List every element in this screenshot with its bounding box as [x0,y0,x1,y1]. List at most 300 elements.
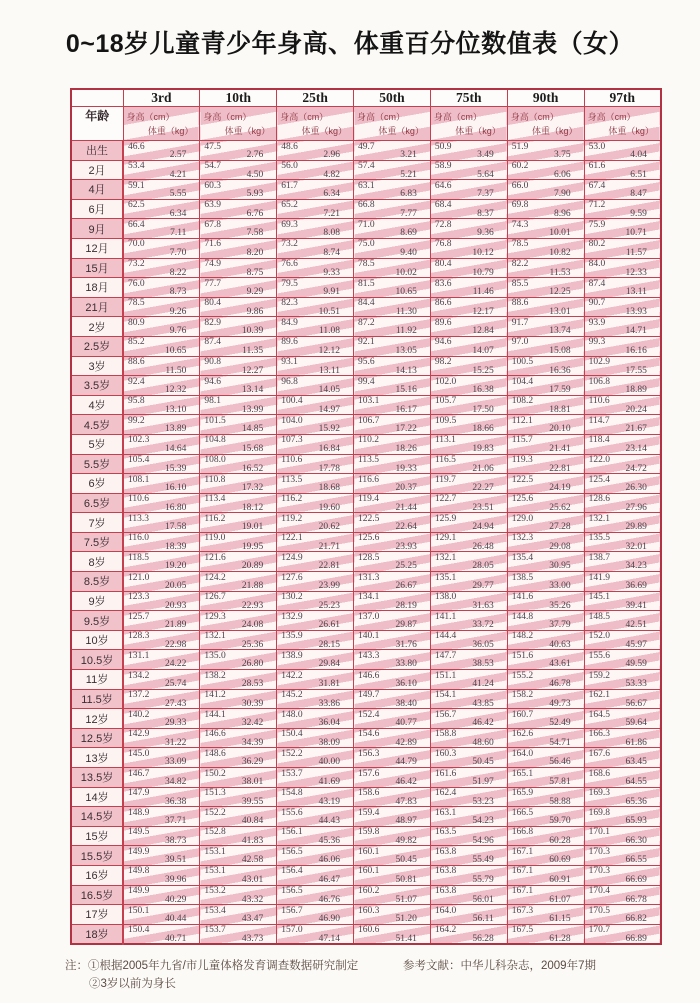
weight-value: 8.22 [169,267,187,278]
weight-value: 29.08 [549,541,571,552]
height-weight-header-cell [123,107,200,141]
age-column-header: 年龄 [71,107,123,141]
data-cell [277,709,354,729]
data-cell [200,826,277,846]
height-value: 160.3 [434,748,457,759]
height-value: 60.2 [511,161,529,172]
weight-value: 36.05 [472,639,494,650]
weight-value: 55.79 [472,874,494,885]
table-body [71,141,661,945]
height-value: 138.7 [588,552,610,563]
data-cell [430,630,507,650]
height-value: 151.1 [434,670,457,681]
height-value: 167.6 [588,748,610,759]
percentile-header: 10th [200,89,277,107]
data-cell [123,807,200,827]
data-cell [584,591,661,611]
weight-value: 65.93 [625,816,647,827]
height-value: 104.4 [511,376,534,387]
weight-value: 33.00 [549,581,571,592]
data-cell [507,317,584,337]
data-cell [277,865,354,885]
weight-value: 20.89 [241,561,264,572]
height-value: 152.2 [281,748,303,759]
height-value: 146.7 [128,768,150,779]
height-value: 107.3 [281,435,303,446]
weight-value: 6.06 [553,169,571,180]
weight-value: 27.28 [549,522,571,533]
height-value: 63.1 [358,180,375,191]
weight-value: 47.83 [395,796,417,807]
height-value: 169.8 [588,807,610,818]
data-cell [584,493,661,513]
weight-value: 41.24 [472,679,494,690]
height-value: 74.3 [511,219,529,230]
age-cell: 2月 [71,160,123,180]
weight-unit-label: 体重（kg） [455,126,501,136]
height-value: 121.0 [128,572,150,583]
height-value: 54.7 [204,161,221,172]
data-cell [584,885,661,905]
weight-value: 56.11 [472,914,494,925]
data-cell [430,513,507,533]
data-cell [277,199,354,219]
height-value: 100.5 [511,357,534,368]
data-cell [584,278,661,298]
data-cell [354,219,431,239]
data-cell [200,924,277,944]
height-value: 132.1 [588,513,610,524]
weight-value: 11.35 [242,345,264,356]
weight-value: 30.95 [549,561,571,572]
height-value: 154.8 [281,788,303,799]
height-value: 170.5 [588,905,610,916]
weight-value: 40.00 [318,757,341,768]
weight-value: 17.22 [395,424,417,435]
height-value: 167.1 [511,866,534,877]
weight-value: 10.82 [549,247,571,258]
age-cell: 8.5岁 [71,572,123,592]
weight-value: 21.88 [241,581,264,592]
height-value: 109.5 [434,415,457,426]
height-value: 78.5 [128,298,145,309]
data-cell [584,748,661,768]
weight-value: 7.11 [170,228,187,239]
height-value: 123.3 [128,592,150,603]
height-value: 128.5 [358,552,380,563]
data-cell [277,317,354,337]
data-cell [354,278,431,298]
height-value: 47.5 [204,141,221,152]
height-value: 113.5 [358,455,380,465]
data-cell [277,454,354,474]
height-value: 59.1 [128,180,145,191]
data-cell [584,709,661,729]
height-value: 167.1 [511,886,534,897]
weight-value: 8.73 [169,287,187,298]
height-value: 76.8 [434,239,452,250]
height-value: 157.0 [281,925,303,936]
height-value: 48.6 [281,141,298,152]
height-value: 152.4 [358,709,380,720]
data-cell [507,180,584,200]
data-cell [430,807,507,827]
data-cell [507,199,584,219]
table-row [71,474,661,494]
weight-value: 16.17 [395,404,417,415]
table-row [71,807,661,827]
weight-value: 42.58 [241,855,264,866]
height-value: 142.2 [281,670,303,681]
height-value: 132.9 [281,611,303,622]
weight-value: 5.21 [400,169,417,180]
weight-unit-label: 体重（kg） [608,126,654,136]
height-value: 166.8 [511,827,534,838]
height-value: 96.8 [281,376,298,387]
height-value: 129.0 [511,513,534,524]
weight-value: 21.71 [318,541,341,552]
data-cell [277,591,354,611]
weight-value: 40.63 [549,639,571,650]
weight-value: 51.41 [395,933,417,944]
data-cell [200,474,277,494]
weight-value: 36.29 [241,757,264,768]
height-weight-header-cell [354,107,431,141]
height-value: 169.3 [588,788,610,799]
data-cell [123,141,200,161]
weight-value: 34.39 [241,737,264,748]
height-value: 167.5 [511,925,534,936]
data-cell [507,238,584,258]
weight-value: 33.86 [318,698,341,709]
height-value: 155.2 [511,670,534,681]
height-value: 144.4 [434,631,457,642]
height-value: 146.6 [204,729,226,740]
data-cell [584,787,661,807]
data-cell [430,238,507,258]
weight-value: 17.78 [318,463,341,474]
weight-value: 34.23 [625,561,647,572]
weight-value: 36.38 [164,796,187,807]
height-value: 135.1 [434,572,457,583]
height-value: 149.7 [358,690,380,701]
weight-value: 24.72 [625,463,647,474]
data-cell [200,434,277,454]
weight-value: 19.20 [164,561,187,572]
height-value: 140.1 [358,631,380,642]
data-cell [430,924,507,944]
weight-value: 66.30 [625,835,647,846]
weight-value: 11.92 [395,326,417,337]
weight-value: 46.90 [318,914,341,925]
height-value: 119.2 [281,513,303,524]
height-value: 149.5 [128,827,150,838]
height-value: 89.6 [281,337,298,348]
weight-value: 41.69 [318,777,341,787]
data-cell [123,885,200,905]
data-cell [277,728,354,748]
weight-value: 52.49 [549,718,571,729]
height-value: 119.4 [358,494,380,505]
weight-value: 8.37 [477,208,494,219]
weight-value: 24.19 [549,483,571,494]
weight-value: 59.70 [549,816,571,827]
height-value: 153.1 [204,866,226,877]
height-weight-header-cell [507,107,584,141]
data-cell [507,865,584,885]
height-value: 93.9 [588,317,606,328]
height-value: 154.1 [434,690,457,701]
height-value: 152.2 [204,807,226,818]
data-cell [277,670,354,690]
data-cell [430,591,507,611]
height-value: 79.5 [281,278,298,289]
weight-value: 28.15 [318,639,341,650]
height-value: 103.1 [358,396,380,407]
data-cell [200,199,277,219]
data-cell [123,728,200,748]
data-cell [123,572,200,592]
height-value: 76.0 [128,278,145,289]
weight-value: 53.33 [625,679,647,690]
age-cell: 21月 [71,297,123,317]
weight-value: 51.20 [395,914,417,925]
data-cell [354,630,431,650]
data-cell [507,552,584,572]
weight-value: 21.41 [549,443,571,454]
height-value: 160.3 [358,905,380,916]
data-cell [200,591,277,611]
age-cell: 11岁 [71,670,123,690]
weight-value: 9.33 [323,267,341,278]
data-cell [584,356,661,376]
weight-value: 19.95 [241,541,264,552]
weight-value: 2.76 [246,150,264,160]
data-cell [200,395,277,415]
table-row [71,552,661,572]
height-value: 98.2 [434,357,452,368]
data-cell [277,630,354,650]
table-row [71,650,661,670]
height-value: 102.0 [434,376,457,387]
data-cell [200,258,277,278]
weight-value: 61.15 [549,914,571,925]
height-value: 68.4 [434,200,452,211]
data-cell [354,356,431,376]
height-value: 163.1 [434,807,457,818]
weight-value: 14.85 [241,424,264,435]
height-value: 101.5 [204,415,226,426]
weight-value: 27.43 [164,698,187,709]
age-cell: 3.5岁 [71,376,123,396]
table-row [71,905,661,925]
weight-value: 10.39 [241,326,264,337]
weight-value: 13.93 [625,306,647,317]
data-cell [584,219,661,239]
height-value: 151.3 [204,788,226,799]
weight-value: 6.34 [323,189,341,200]
height-weight-header-cell [277,107,354,141]
height-value: 170.3 [588,846,610,857]
height-value: 165.1 [511,768,534,779]
age-cell: 14岁 [71,787,123,807]
age-cell: 18月 [71,278,123,298]
height-value: 170.3 [588,866,610,877]
weight-value: 19.60 [318,502,341,513]
table-row [71,376,661,396]
height-value: 162.6 [511,729,534,740]
data-cell [507,924,584,944]
data-cell [584,415,661,435]
age-cell: 9.5岁 [71,611,123,631]
height-value: 124.9 [281,552,303,563]
weight-value: 25.36 [241,639,264,650]
height-value: 164.0 [511,748,534,759]
weight-value: 23.51 [472,502,494,513]
data-cell [200,278,277,298]
weight-value: 16.80 [164,502,187,513]
data-cell [123,748,200,768]
data-cell [123,297,200,317]
data-cell [584,395,661,415]
data-cell [507,689,584,709]
data-cell [354,728,431,748]
data-cell [354,591,431,611]
weight-value: 43.19 [318,796,341,807]
height-value: 164.5 [588,709,610,720]
data-cell [200,454,277,474]
height-value: 108.0 [204,455,226,465]
data-cell [354,611,431,631]
weight-value: 4.04 [630,150,647,160]
height-value: 105.7 [434,396,457,407]
weight-value: 19.83 [472,443,494,454]
height-value: 80.2 [588,239,606,250]
table-row [71,336,661,356]
data-cell [507,630,584,650]
age-cell: 6岁 [71,474,123,494]
age-cell: 12岁 [71,709,123,729]
unit-header-row [71,107,661,141]
weight-value: 66.55 [625,855,647,866]
table-row [71,238,661,258]
weight-value: 5.64 [477,169,494,180]
height-value: 141.1 [434,611,457,622]
data-cell [277,532,354,552]
data-cell [507,297,584,317]
weight-value: 7.21 [323,208,341,219]
data-cell [277,846,354,866]
weight-value: 39.96 [164,874,187,885]
data-cell [354,532,431,552]
height-value: 156.3 [358,748,380,759]
age-cell: 4.5岁 [71,415,123,435]
weight-value: 26.80 [241,659,264,670]
height-unit-label: 身高（cm） [126,112,175,122]
height-value: 145.2 [281,690,303,701]
data-cell [200,415,277,435]
weight-value: 66.89 [625,933,647,944]
data-cell [584,336,661,356]
height-value: 145.0 [128,748,150,759]
height-value: 75.0 [358,239,375,250]
age-cell: 12月 [71,238,123,258]
height-value: 159.4 [358,807,380,818]
data-cell [430,199,507,219]
table-row [71,415,661,435]
data-cell [430,395,507,415]
height-value: 149.9 [128,886,150,897]
height-unit-label: 身高（cm） [433,112,482,122]
height-value: 51.9 [511,141,529,152]
data-cell [584,532,661,552]
weight-value: 17.59 [549,385,571,396]
height-value: 164.2 [434,925,457,936]
age-cell: 5岁 [71,434,123,454]
height-value: 148.5 [588,611,610,622]
height-value: 155.6 [281,807,303,818]
height-value: 144.1 [204,709,226,720]
weight-value: 14.97 [318,404,341,415]
data-cell [354,474,431,494]
weight-value: 39.51 [164,855,187,866]
height-value: 93.1 [281,357,298,368]
table-row [71,826,661,846]
height-value: 149.8 [128,866,150,877]
data-cell [277,474,354,494]
data-cell [430,865,507,885]
weight-unit-label: 体重（kg） [147,126,194,136]
weight-value: 22.81 [549,463,571,474]
data-cell [430,905,507,925]
height-value: 165.9 [511,788,534,799]
table-row [71,297,661,317]
data-cell [507,395,584,415]
weight-value: 16.10 [164,483,187,494]
data-cell [507,591,584,611]
data-cell [123,670,200,690]
height-value: 151.6 [511,650,534,661]
height-value: 95.6 [358,357,375,368]
data-cell [430,846,507,866]
weight-value: 56.28 [472,933,494,944]
height-value: 149.9 [128,846,150,857]
weight-value: 34.82 [164,777,187,787]
data-cell [584,141,661,161]
weight-value: 11.50 [165,365,187,376]
data-cell [507,219,584,239]
age-cell: 10岁 [71,630,123,650]
height-value: 155.6 [588,650,610,661]
height-value: 153.2 [204,886,226,897]
data-cell [584,728,661,748]
height-value: 158.6 [358,788,380,799]
data-cell [507,650,584,670]
weight-value: 17.58 [164,522,187,533]
weight-value: 63.45 [625,757,647,768]
data-cell [507,709,584,729]
height-value: 159.2 [588,670,610,681]
weight-value: 18.26 [395,443,417,454]
data-cell [277,297,354,317]
data-cell [354,513,431,533]
height-value: 113.5 [281,474,303,485]
weight-value: 46.78 [549,679,571,690]
weight-value: 48.97 [395,816,417,827]
data-cell [354,846,431,866]
data-cell [430,434,507,454]
data-cell [123,160,200,180]
